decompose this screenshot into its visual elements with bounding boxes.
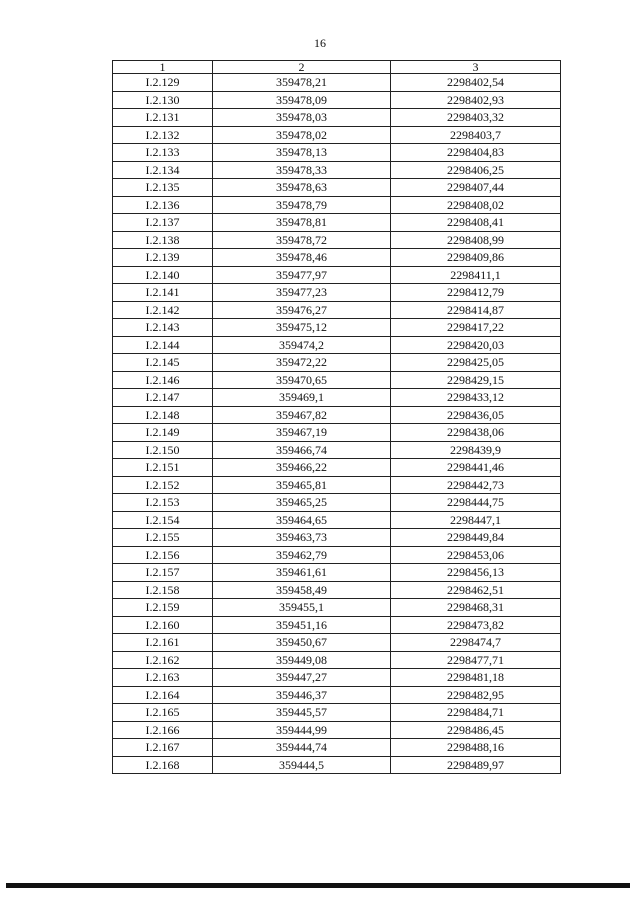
table-row — [113, 389, 561, 407]
y-coordinate-cell: 2298429,15 — [391, 371, 561, 389]
y-coordinate-cell: 2298417,22 — [391, 319, 561, 337]
point-id-cell: I.2.152 — [113, 476, 213, 494]
y-coordinate-cell: 2298412,79 — [391, 284, 561, 302]
y-coordinate-cell: 2298484,71 — [391, 704, 561, 722]
table-row — [113, 231, 561, 249]
y-coordinate-cell: 2298444,75 — [391, 494, 561, 512]
table-row — [113, 161, 561, 179]
point-id-cell: I.2.133 — [113, 144, 213, 162]
x-coordinate-cell: 359465,81 — [213, 476, 391, 494]
point-id-cell: I.2.167 — [113, 739, 213, 757]
point-id-cell: I.2.161 — [113, 634, 213, 652]
table-row — [113, 214, 561, 232]
point-id-cell: I.2.141 — [113, 284, 213, 302]
bottom-rule — [6, 883, 630, 888]
y-coordinate-cell: 2298408,02 — [391, 196, 561, 214]
table-row — [113, 494, 561, 512]
point-id-cell: I.2.156 — [113, 546, 213, 564]
x-coordinate-cell: 359477,23 — [213, 284, 391, 302]
table-body — [113, 74, 561, 774]
x-coordinate-cell: 359478,13 — [213, 144, 391, 162]
point-id-cell: I.2.168 — [113, 756, 213, 774]
table-row — [113, 704, 561, 722]
y-coordinate-cell: 2298408,99 — [391, 231, 561, 249]
column-header-y: 3 — [391, 61, 561, 74]
x-coordinate-cell: 359450,67 — [213, 634, 391, 652]
point-id-cell: I.2.162 — [113, 651, 213, 669]
table-row — [113, 581, 561, 599]
point-id-cell: I.2.142 — [113, 301, 213, 319]
table-row — [113, 354, 561, 372]
table-row — [113, 721, 561, 739]
table-row — [113, 406, 561, 424]
x-coordinate-cell: 359470,65 — [213, 371, 391, 389]
y-coordinate-cell: 2298488,16 — [391, 739, 561, 757]
x-coordinate-cell: 359474,2 — [213, 336, 391, 354]
y-coordinate-cell: 2298456,13 — [391, 564, 561, 582]
x-coordinate-cell: 359444,99 — [213, 721, 391, 739]
table-row — [113, 616, 561, 634]
point-id-cell: I.2.158 — [113, 581, 213, 599]
y-coordinate-cell: 2298481,18 — [391, 669, 561, 687]
point-id-cell: I.2.132 — [113, 126, 213, 144]
column-header-point: 1 — [113, 61, 213, 74]
y-coordinate-cell: 2298425,05 — [391, 354, 561, 372]
x-coordinate-cell: 359478,03 — [213, 109, 391, 127]
x-coordinate-cell: 359451,16 — [213, 616, 391, 634]
point-id-cell: I.2.148 — [113, 406, 213, 424]
x-coordinate-cell: 359447,27 — [213, 669, 391, 687]
y-coordinate-cell: 2298403,7 — [391, 126, 561, 144]
coordinates-table — [112, 60, 561, 774]
point-id-cell: I.2.157 — [113, 564, 213, 582]
point-id-cell: I.2.165 — [113, 704, 213, 722]
table-row — [113, 756, 561, 774]
x-coordinate-cell: 359467,82 — [213, 406, 391, 424]
point-id-cell: I.2.134 — [113, 161, 213, 179]
table-row — [113, 336, 561, 354]
y-coordinate-cell: 2298449,84 — [391, 529, 561, 547]
x-coordinate-cell: 359455,1 — [213, 599, 391, 617]
point-id-cell: I.2.164 — [113, 686, 213, 704]
point-id-cell: I.2.160 — [113, 616, 213, 634]
point-id-cell: I.2.153 — [113, 494, 213, 512]
x-coordinate-cell: 359446,37 — [213, 686, 391, 704]
x-coordinate-cell: 359466,22 — [213, 459, 391, 477]
point-id-cell: I.2.146 — [113, 371, 213, 389]
x-coordinate-cell: 359478,46 — [213, 249, 391, 267]
point-id-cell: I.2.130 — [113, 91, 213, 109]
table-row — [113, 424, 561, 442]
point-id-cell: I.2.138 — [113, 231, 213, 249]
y-coordinate-cell: 2298473,82 — [391, 616, 561, 634]
table-row — [113, 476, 561, 494]
point-id-cell: I.2.155 — [113, 529, 213, 547]
y-coordinate-cell: 2298408,41 — [391, 214, 561, 232]
point-id-cell: I.2.145 — [113, 354, 213, 372]
y-coordinate-cell: 2298447,1 — [391, 511, 561, 529]
point-id-cell: I.2.143 — [113, 319, 213, 337]
point-id-cell: I.2.139 — [113, 249, 213, 267]
table-row — [113, 739, 561, 757]
y-coordinate-cell: 2298420,03 — [391, 336, 561, 354]
point-id-cell: I.2.140 — [113, 266, 213, 284]
table-row — [113, 284, 561, 302]
table-row — [113, 459, 561, 477]
x-coordinate-cell: 359445,57 — [213, 704, 391, 722]
y-coordinate-cell: 2298414,87 — [391, 301, 561, 319]
x-coordinate-cell: 359477,97 — [213, 266, 391, 284]
y-coordinate-cell: 2298477,71 — [391, 651, 561, 669]
table-row — [113, 91, 561, 109]
point-id-cell: I.2.147 — [113, 389, 213, 407]
y-coordinate-cell: 2298468,31 — [391, 599, 561, 617]
table-row — [113, 179, 561, 197]
x-coordinate-cell: 359478,81 — [213, 214, 391, 232]
y-coordinate-cell: 2298409,86 — [391, 249, 561, 267]
x-coordinate-cell: 359467,19 — [213, 424, 391, 442]
y-coordinate-cell: 2298474,7 — [391, 634, 561, 652]
table-row — [113, 196, 561, 214]
y-coordinate-cell: 2298433,12 — [391, 389, 561, 407]
y-coordinate-cell: 2298486,45 — [391, 721, 561, 739]
x-coordinate-cell: 359444,5 — [213, 756, 391, 774]
table-row — [113, 249, 561, 267]
table-row — [113, 529, 561, 547]
point-id-cell: I.2.129 — [113, 74, 213, 92]
x-coordinate-cell: 359478,33 — [213, 161, 391, 179]
table-row — [113, 266, 561, 284]
x-coordinate-cell: 359458,49 — [213, 581, 391, 599]
x-coordinate-cell: 359476,27 — [213, 301, 391, 319]
x-coordinate-cell: 359466,74 — [213, 441, 391, 459]
y-coordinate-cell: 2298453,06 — [391, 546, 561, 564]
x-coordinate-cell: 359478,79 — [213, 196, 391, 214]
y-coordinate-cell: 2298402,93 — [391, 91, 561, 109]
point-id-cell: I.2.144 — [113, 336, 213, 354]
y-coordinate-cell: 2298442,73 — [391, 476, 561, 494]
x-coordinate-cell: 359478,09 — [213, 91, 391, 109]
x-coordinate-cell: 359472,22 — [213, 354, 391, 372]
y-coordinate-cell: 2298402,54 — [391, 74, 561, 92]
x-coordinate-cell: 359464,65 — [213, 511, 391, 529]
y-coordinate-cell: 2298438,06 — [391, 424, 561, 442]
y-coordinate-cell: 2298436,05 — [391, 406, 561, 424]
y-coordinate-cell: 2298404,83 — [391, 144, 561, 162]
point-id-cell: I.2.163 — [113, 669, 213, 687]
column-header-x: 2 — [213, 61, 391, 74]
table-row — [113, 301, 561, 319]
x-coordinate-cell: 359461,61 — [213, 564, 391, 582]
table-row — [113, 511, 561, 529]
table-row — [113, 564, 561, 582]
x-coordinate-cell: 359462,79 — [213, 546, 391, 564]
y-coordinate-cell: 2298462,51 — [391, 581, 561, 599]
table-row — [113, 651, 561, 669]
x-coordinate-cell: 359465,25 — [213, 494, 391, 512]
y-coordinate-cell: 2298482,95 — [391, 686, 561, 704]
page-number: 16 — [314, 36, 326, 50]
point-id-cell: I.2.159 — [113, 599, 213, 617]
point-id-cell: I.2.137 — [113, 214, 213, 232]
table-row — [113, 441, 561, 459]
table-row — [113, 109, 561, 127]
table-row — [113, 371, 561, 389]
x-coordinate-cell: 359478,02 — [213, 126, 391, 144]
point-id-cell: I.2.149 — [113, 424, 213, 442]
x-coordinate-cell: 359478,63 — [213, 179, 391, 197]
table-row — [113, 319, 561, 337]
point-id-cell: I.2.135 — [113, 179, 213, 197]
y-coordinate-cell: 2298441,46 — [391, 459, 561, 477]
y-coordinate-cell: 2298439,9 — [391, 441, 561, 459]
x-coordinate-cell: 359463,73 — [213, 529, 391, 547]
point-id-cell: I.2.150 — [113, 441, 213, 459]
table-row — [113, 669, 561, 687]
table-row — [113, 599, 561, 617]
table-row — [113, 686, 561, 704]
y-coordinate-cell: 2298407,44 — [391, 179, 561, 197]
point-id-cell: I.2.131 — [113, 109, 213, 127]
y-coordinate-cell: 2298406,25 — [391, 161, 561, 179]
y-coordinate-cell: 2298411,1 — [391, 266, 561, 284]
point-id-cell: I.2.154 — [113, 511, 213, 529]
table-row — [113, 74, 561, 92]
x-coordinate-cell: 359475,12 — [213, 319, 391, 337]
y-coordinate-cell: 2298403,32 — [391, 109, 561, 127]
y-coordinate-cell: 2298489,97 — [391, 756, 561, 774]
x-coordinate-cell: 359469,1 — [213, 389, 391, 407]
x-coordinate-cell: 359478,21 — [213, 74, 391, 92]
x-coordinate-cell: 359478,72 — [213, 231, 391, 249]
table-row — [113, 634, 561, 652]
point-id-cell: I.2.166 — [113, 721, 213, 739]
point-id-cell: I.2.151 — [113, 459, 213, 477]
table-header — [113, 61, 561, 74]
table-row — [113, 126, 561, 144]
point-id-cell: I.2.136 — [113, 196, 213, 214]
table-row — [113, 546, 561, 564]
table-header-row — [113, 61, 561, 74]
table-row — [113, 144, 561, 162]
x-coordinate-cell: 359449,08 — [213, 651, 391, 669]
x-coordinate-cell: 359444,74 — [213, 739, 391, 757]
